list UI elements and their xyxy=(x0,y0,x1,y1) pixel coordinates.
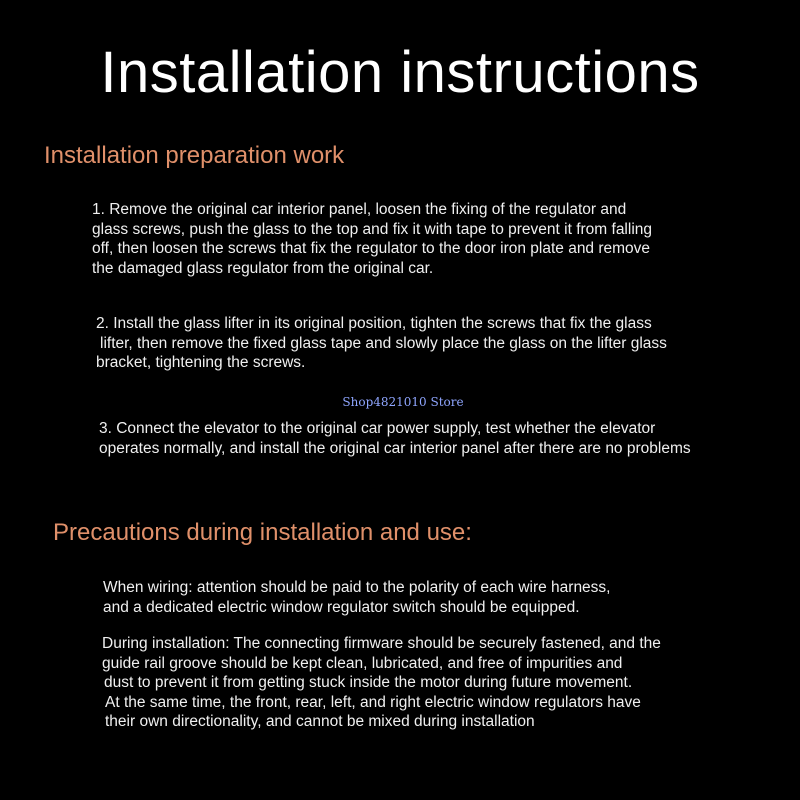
preparation-step-1 xyxy=(92,200,652,278)
precautions-heading: Precautions during installation and use: xyxy=(53,519,472,546)
preparation-step-2 xyxy=(96,314,667,373)
step-3-line: 3. Connect the elevator to the original car power supply, test whether the elevator xyxy=(99,420,656,437)
preparation-step-3 xyxy=(99,419,691,458)
preparation-heading: Installation preparation work xyxy=(44,142,345,169)
precaution-installation-line: At the same time, the front, rear, left, and right electric window regulators have xyxy=(105,693,641,711)
step-1-line: the damaged glass regulator from the original car. xyxy=(92,259,434,277)
step-3-line: operates normally, and install the original car interior panel after there are no problems xyxy=(99,439,691,457)
step-2-line: lifter, then remove the fixed glass tape and slowly place the glass on the lifter glass xyxy=(100,334,667,352)
store-watermark: Shop4821010 Store xyxy=(342,395,464,409)
precaution-wiring-line: When wiring: attention should be paid to the polarity of each wire harness, xyxy=(103,579,611,596)
precaution-installation xyxy=(102,634,661,732)
precaution-installation-line: dust to prevent it from getting stuck inside the motor during future movement. xyxy=(104,674,633,691)
step-1-line: off, then loosen the screws that fix the regulator to the door iron plate and remove xyxy=(92,240,651,257)
precaution-installation-line: their own directionality, and cannot be mixed during installation xyxy=(105,713,535,730)
precaution-installation-line: During installation: The connecting firmware should be securely fastened, and the xyxy=(102,635,661,652)
step-2-line: 2. Install the glass lifter in its original position, tighten the screws that fix the glass xyxy=(96,315,652,332)
page-title: Installation instructions xyxy=(100,40,700,105)
step-1-line: 1. Remove the original car interior panel, loosen the fixing of the regulator and xyxy=(92,201,627,218)
step-1-line: glass screws, push the glass to the top and fix it with tape to prevent it from falling xyxy=(92,220,653,238)
precaution-wiring xyxy=(103,578,611,617)
precaution-installation-line: guide rail groove should be kept clean, lubricated, and free of impurities and xyxy=(102,654,623,672)
step-2-line: bracket, tightening the screws. xyxy=(96,354,306,371)
precaution-wiring-line: and a dedicated electric window regulator switch should be equipped. xyxy=(103,598,580,616)
